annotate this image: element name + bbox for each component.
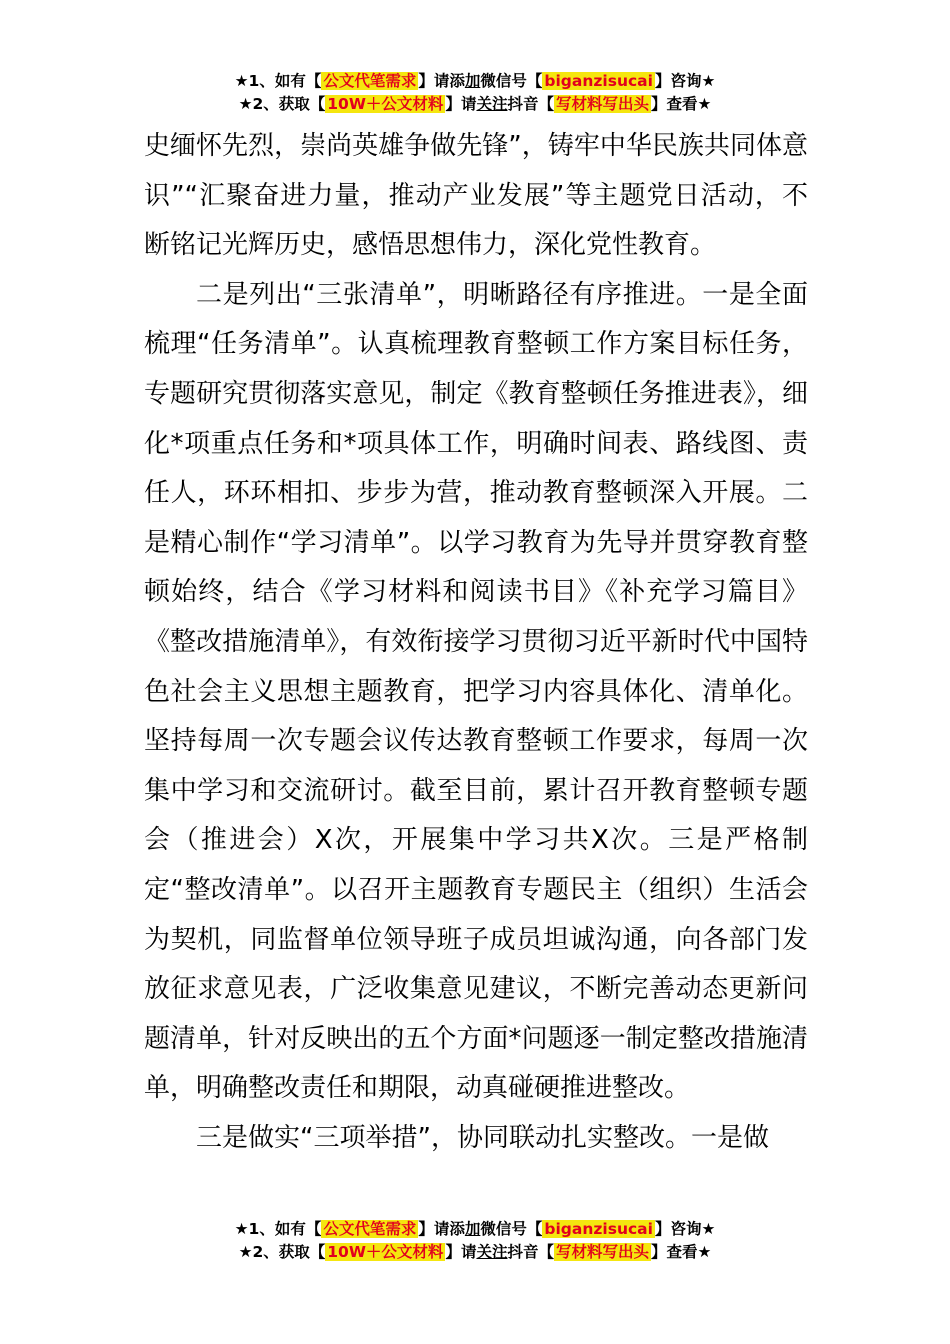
banner-highlight: biganzisucai — [544, 72, 653, 90]
banner-highlight: biganzisucai — [544, 1220, 653, 1238]
paragraph: 三是做实“三项举措”，协同联动扎实整改。一是做 — [196, 1122, 769, 1153]
banner-line-2: ★2、获取【 10W＋公文材料 】请关注抖音【 写材料写出头 】查看★ — [238, 1243, 712, 1261]
banner-highlight: 公文代笔需求 — [323, 1220, 417, 1238]
header-banner — [0, 70, 950, 116]
footer-banner — [0, 1218, 950, 1264]
banner-highlight: 10W＋公文材料 — [327, 95, 444, 113]
banner-line-1: ★1、如有【 公文代笔需求 】请添加微信号【 biganzisucai 】咨询★ — [234, 1220, 716, 1238]
paragraph: 史缅怀先烈，崇尚英雄争做先锋”，铸牢中华民族共同体意识”“汇聚奋进力量，推动产业发展”等主题党日活动，不断铭记光辉历史，感悟思想伟力，深化党性教育。 — [144, 131, 808, 261]
banner-highlight: 写材料写出头 — [555, 1243, 649, 1261]
document-body — [144, 122, 808, 1163]
banner-highlight: 10W＋公文材料 — [327, 1243, 444, 1261]
banner-highlight: 公文代笔需求 — [323, 72, 417, 90]
banner-highlight: 写材料写出头 — [555, 95, 649, 113]
paragraph: 二是列出“三张清单”，明晰路径有序推进。一是全面梳理“任务清单”。认真梳理教育整顿工作方案目标任务，专题研究贯彻落实意见，制定《教育整顿任务推进表》，细化*项重点任务和*项具体工作，明确时间表、路线图、责任人，环环相扣、步步为营，推动教育整顿深入开展。二是精心制作“学习清单”。以学习教育为先导并贯穿教育整顿始终，结合《学习材料和阅读书目》《补充学习篇目》《整改措施清单》，有效衔接学习贯彻习近平新时代中国特色社会主义思想主题教育，把学习内容具体化、清单化。坚持每周一次专题会议传达教育整顿工作要求，每周一次集中学习和交流研讨。截至目前，累计召开教育整顿专题会（推进会）X次，开展集中学习共X次。三是严格制定“整改清单”。以召开主题教育专题民主（组织）生活会为契机，同监督单位领导班子成员坦诚沟通，向各部门发放征求意见表，广泛收集意见建议，不断完善动态更新问题清单，针对反映出的五个方面*问题逐一制定整改措施清单，明确整改责任和期限，动真碰硬推进整改。 — [144, 279, 808, 1104]
banner-line-1: ★1、如有【 公文代笔需求 】请添加微信号【 biganzisucai 】咨询★ — [234, 72, 716, 90]
banner-line-2: ★2、获取【 10W＋公文材料 】请关注抖音【 写材料写出头 】查看★ — [238, 95, 712, 113]
